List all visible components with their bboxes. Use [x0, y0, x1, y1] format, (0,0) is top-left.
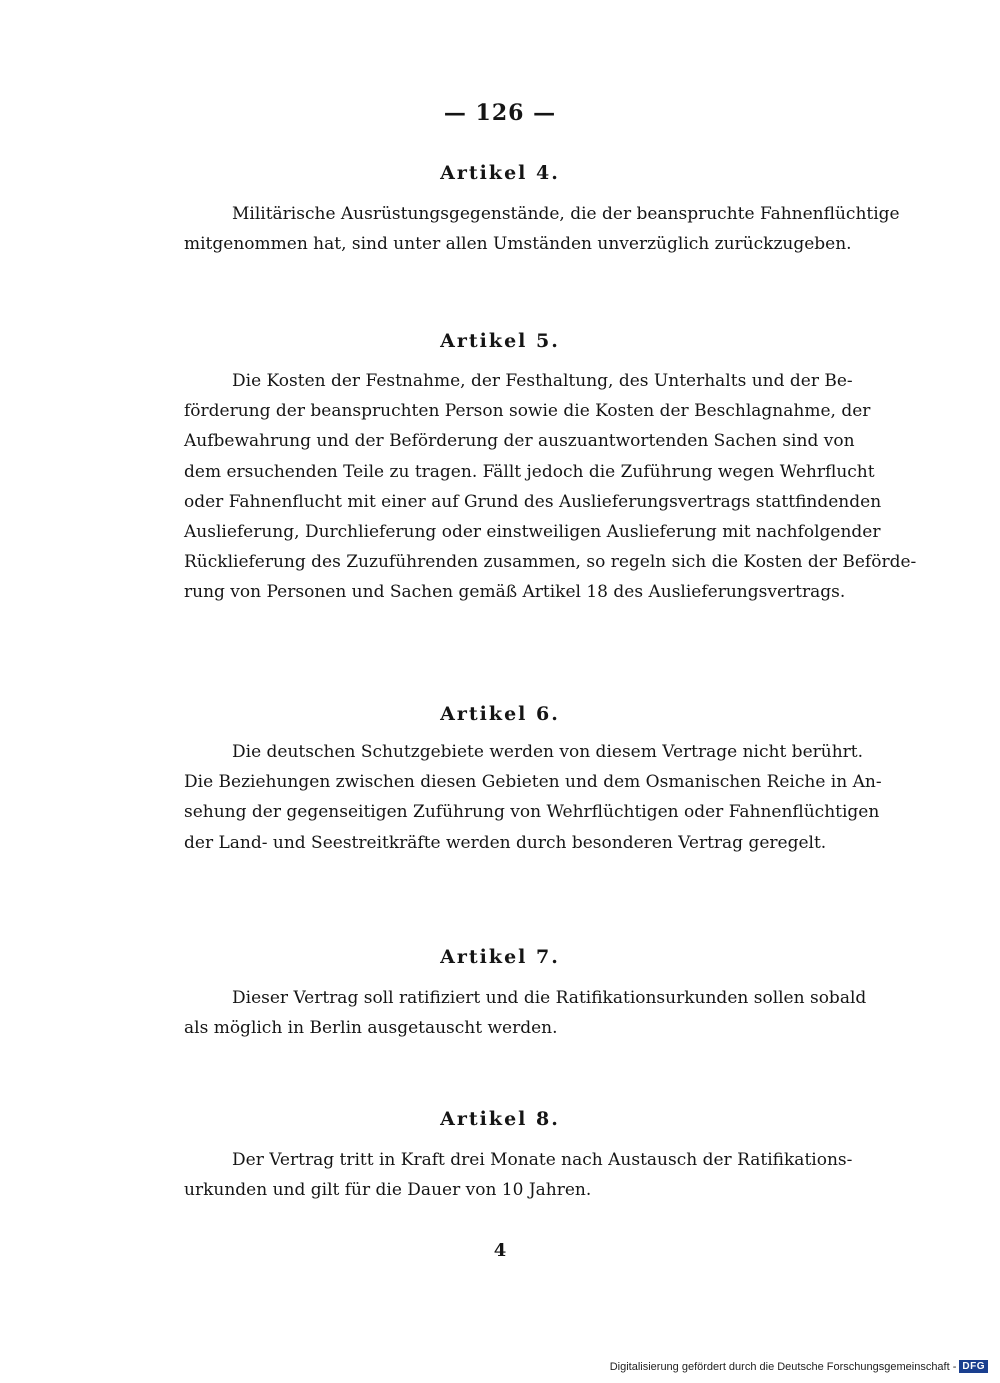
page-number: — 126 — — [443, 100, 557, 126]
text-line: Militärische Ausrüstungsgegenstände, die der beanspruchte Fahnenflüchtige — [232, 204, 900, 224]
article-4-text — [184, 199, 900, 259]
text-line: dem ersuchenden Teile zu tragen. Fällt jedoch die Zuführung wegen Wehrflucht — [184, 461, 875, 482]
text-line: rung von Personen und Sachen gemäß Artikel 18 des Auslieferungsvertrags. — [184, 582, 846, 603]
text-line: Die Kosten der Festnahme, der Festhaltung, des Unterhalts und der Be- — [232, 371, 853, 391]
text-line: Die Beziehungen zwischen diesen Gebieten und dem Osmanischen Reiche in An- — [184, 772, 882, 793]
text-line: Der Vertrag tritt in Kraft drei Monate nach Austausch der Ratifikations- — [232, 1150, 853, 1170]
article-6-text — [184, 737, 882, 858]
signature-mark: 4 — [493, 1240, 507, 1261]
article-7-text — [184, 983, 867, 1043]
article-6-heading: Artikel 6. — [440, 703, 560, 725]
text-line: als möglich in Berlin ausgetauscht werden. — [184, 1018, 558, 1039]
text-line: urkunden und gilt für die Dauer von 10 Jahren. — [184, 1180, 592, 1201]
text-line: oder Fahnenflucht mit einer auf Grund des Auslieferungsvertrags stattfindenden — [184, 491, 882, 512]
article-8-heading: Artikel 8. — [440, 1108, 560, 1130]
article-5-heading: Artikel 5. — [440, 330, 560, 352]
text-line: Aufbewahrung und der Beförderung der auszuantwortenden Sachen sind von — [184, 431, 855, 452]
article-4-heading: Artikel 4. — [440, 162, 560, 184]
article-5-text — [184, 366, 917, 608]
text-line: Dieser Vertrag soll ratifiziert und die Ratifikationsurkunden sollen sobald — [232, 988, 867, 1008]
footer-text: Digitalisierung gefördert durch die Deutsche Forschungsgemeinschaft - — [609, 1360, 957, 1373]
text-line: der Land- und Seestreitkräfte werden durch besonderen Vertrag geregelt. — [184, 832, 827, 853]
text-line: förderung der beanspruchten Person sowie die Kosten der Beschlagnahme, der — [184, 401, 871, 422]
text-line: Auslieferung, Durchlieferung oder einstweiligen Auslieferung mit nachfolgender — [184, 522, 881, 543]
text-line: sehung der gegenseitigen Zuführung von Wehrflüchtigen oder Fahnenflüchtigen — [184, 802, 880, 823]
text-line: Die deutschen Schutzgebiete werden von diesem Vertrage nicht berührt. — [232, 742, 864, 762]
text-line: Rücklieferung des Zuzuführenden zusammen, so regeln sich die Kosten der Beförde- — [184, 552, 917, 573]
digitization-footer — [610, 1360, 988, 1373]
dfg-logo: DFG — [959, 1360, 988, 1373]
text-line: mitgenommen hat, sind unter allen Umständen unverzüglich zurückzugeben. — [184, 234, 852, 255]
article-7-heading: Artikel 7. — [440, 946, 560, 968]
article-8-text — [184, 1145, 853, 1205]
